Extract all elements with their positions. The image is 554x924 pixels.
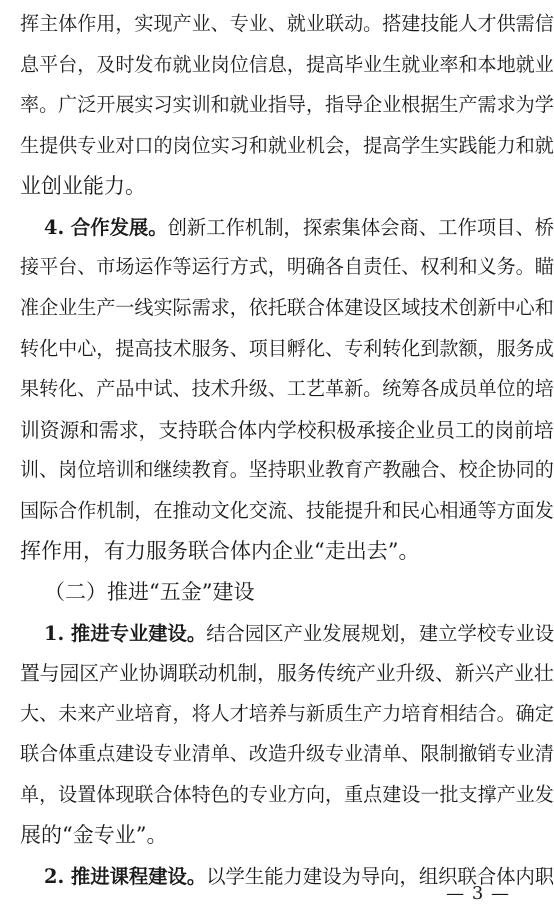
paragraph-line: 挥作用，有力服务联合体内企业“走出去”。: [20, 539, 420, 563]
paragraph-line: 准企业生产一线实际需求，依托联合体建设区域技术创新中心和: [20, 297, 554, 319]
paragraph-line: 接平台、市场运作等运行方式，明确各自责任、权利和义务。瞄: [20, 256, 554, 278]
paragraph-line: 训、岗位培训和继续教育。坚持职业教育产教融合、校企协同的: [20, 459, 554, 481]
paragraph-first-line: [44, 862, 554, 891]
paragraph-line: 大、未来产业培育，将人才培养与新质生产力培育相结合。确定: [20, 703, 554, 725]
paragraph-text: 以学生能力建设为导向，组织联合体内职: [206, 865, 554, 888]
paragraph-line: 息平台，及时发布就业岗位信息，提高毕业生就业率和本地就业: [20, 54, 554, 76]
paragraph-line: 训资源和需求，支持联合体内学校积极承接企业员工的岗前培: [20, 419, 554, 442]
paragraph-first-line: [44, 619, 554, 648]
paragraph-line: 转化中心，提高技术服务、项目孵化、专利转化到款额，服务成: [20, 338, 554, 360]
paragraph-line: 置与园区产业协调联动机制，服务传统产业升级、新兴产业壮: [20, 662, 554, 685]
paragraph-line: 果转化、产品中试、技术升级、工艺革新。统筹各成员单位的培: [20, 378, 554, 400]
paragraph-line: 联合体重点建设专业清单、改造升级专业清单、限制撤销专业清: [20, 743, 554, 765]
paragraph-text: 创新工作机制，探索集体会商、工作项目、桥: [167, 216, 554, 239]
paragraph-first-line: [44, 213, 554, 242]
paragraph-heading: 2. 推进课程建设。: [44, 865, 207, 888]
paragraph-line: 业创业能力。: [20, 174, 146, 198]
paragraph-text: 结合园区产业发展规划，建立学校专业设: [206, 622, 554, 645]
paragraph-line: 国际合作机制，在推动文化交流、技能提升和民心相通等方面发: [20, 500, 554, 522]
paragraph-line: 展的“金专业”。: [20, 823, 168, 847]
paragraph-heading: 1. 推进专业建设。: [44, 622, 207, 645]
paragraph-line: 生提供专业对口的岗位实习和就业机会，提高学生实践能力和就: [20, 135, 554, 157]
paragraph-line: 挥主体作用，实现产业、专业、就业联动。搭建技能人才供需信: [20, 13, 554, 35]
page-number: — 3 —: [446, 883, 510, 904]
section-heading: （二）推进“五金”建设: [44, 580, 255, 604]
paragraph-heading: 4. 合作发展。: [44, 216, 168, 239]
paragraph-line: 单，设置体现联合体特色的专业方向，重点建设一批支撑产业发: [20, 784, 554, 806]
paragraph-line: 率。广泛开展实习实训和就业指导，指导企业根据生产需求为学: [20, 94, 554, 116]
